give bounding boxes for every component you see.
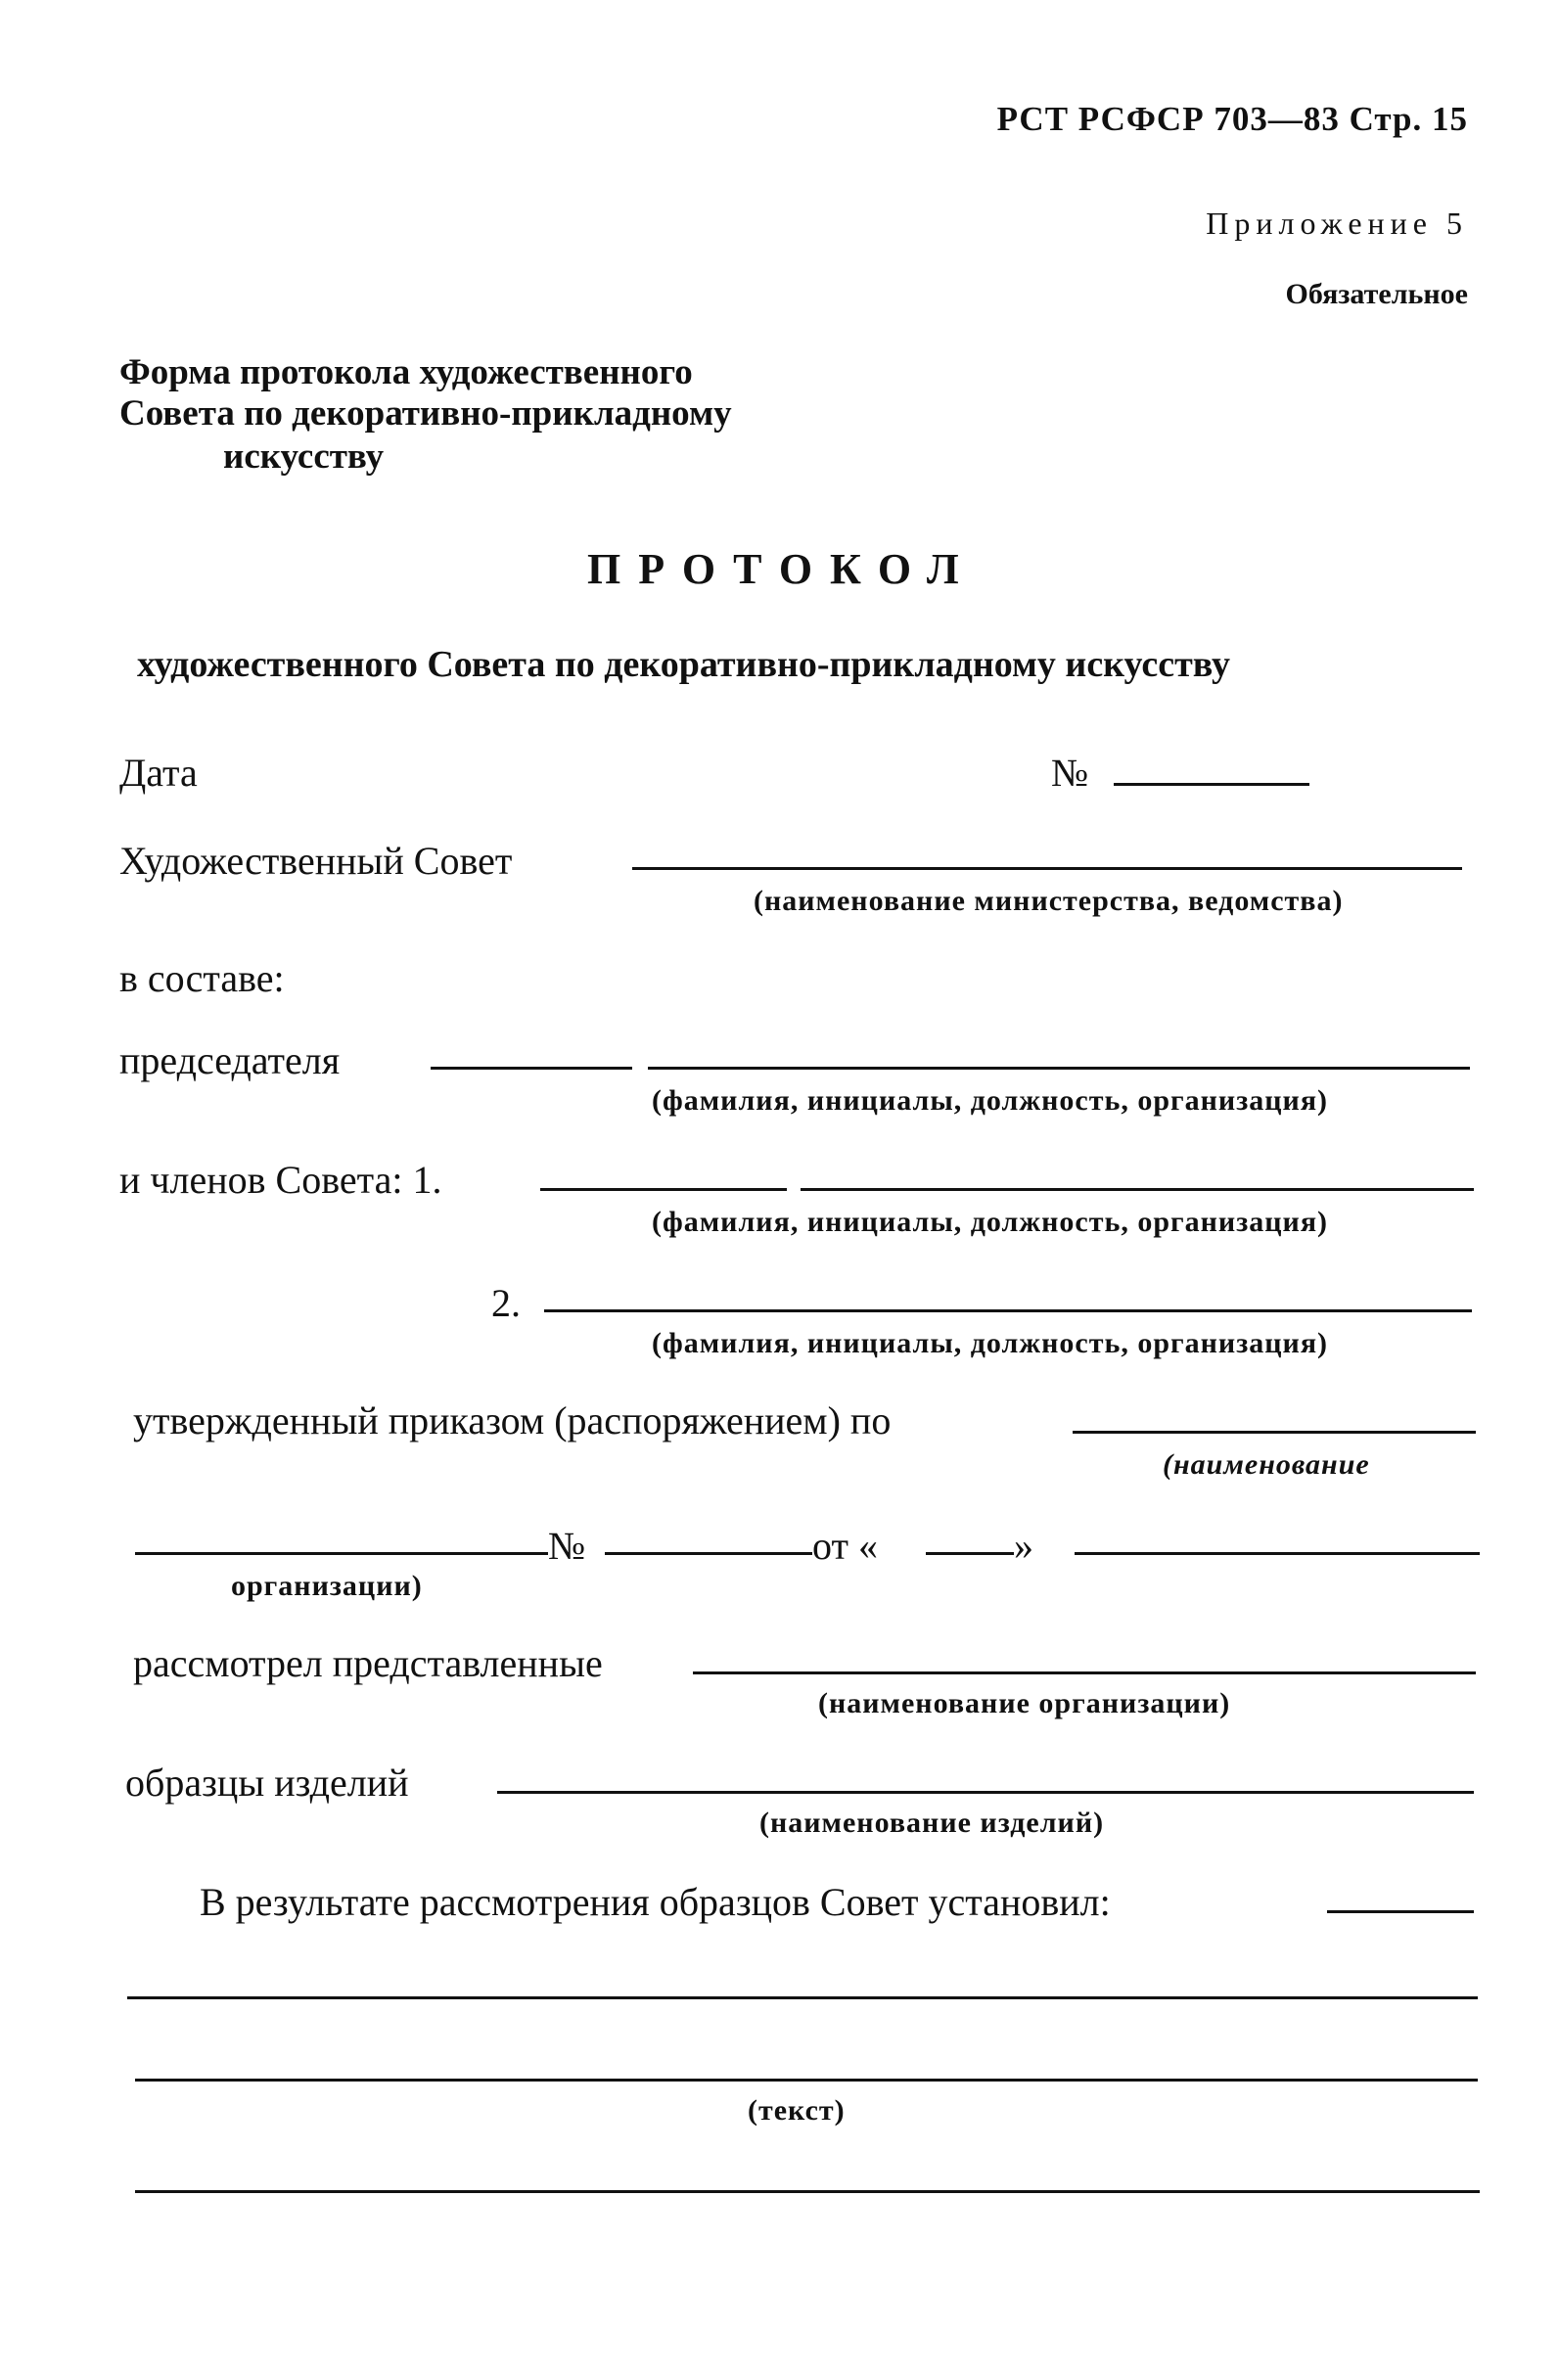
council-field-line[interactable]: [632, 867, 1462, 870]
samples-caption: (наименование изделий): [759, 1807, 1105, 1839]
reviewed-label: рассмотрел представленные: [133, 1641, 603, 1685]
form-title-line3: искусству: [223, 436, 385, 477]
approved-caption-part2: организации): [231, 1570, 423, 1602]
member2-number: 2.: [491, 1281, 521, 1325]
order-date-close: »: [1014, 1524, 1033, 1568]
date-label: Дата: [119, 751, 198, 795]
status-label: Обязательное: [1285, 278, 1468, 310]
chairman-caption: (фамилия, инициалы, должность, организация): [652, 1084, 1329, 1117]
standard-reference: РСТ РСФСР 703—83 Стр. 15: [996, 100, 1468, 138]
result-label: В результате рассмотрения образцов Совет установил:: [200, 1880, 1111, 1924]
member2-field-line[interactable]: [544, 1309, 1472, 1312]
text-caption: (текст): [748, 2094, 846, 2127]
reviewed-field-line[interactable]: [693, 1671, 1476, 1674]
result-field-line[interactable]: [1327, 1910, 1474, 1913]
approved-field-line[interactable]: [1073, 1431, 1476, 1434]
appendix-label: Приложение 5: [1206, 206, 1468, 241]
reviewed-caption: (наименование организации): [818, 1687, 1231, 1719]
approved-label: утвержденный приказом (распоряжением) по: [133, 1398, 892, 1442]
result-text-line1[interactable]: [127, 1996, 1478, 1999]
form-title-line2: Совета по декоративно-прикладному: [119, 393, 732, 434]
approved-caption-part1: (наименование: [1163, 1448, 1370, 1481]
chairman-field-line-long[interactable]: [648, 1067, 1470, 1070]
approved-name-continuation-line[interactable]: [135, 1552, 548, 1555]
order-number-field-line[interactable]: [605, 1552, 812, 1555]
members-label: и членов Совета: 1.: [119, 1158, 442, 1202]
result-text-line2[interactable]: [135, 2079, 1478, 2082]
protocol-subheading: художественного Совета по декоративно-прикладному искусству: [137, 644, 1230, 685]
council-caption: (наименование министерства, ведомства): [754, 885, 1344, 917]
samples-label: образцы изделий: [125, 1761, 409, 1805]
protocol-heading: ПРОТОКОЛ: [587, 545, 977, 593]
number-label: №: [1051, 751, 1089, 795]
number-field-line[interactable]: [1114, 783, 1309, 786]
composition-label: в составе:: [119, 956, 285, 1000]
council-label: Художественный Совет: [119, 839, 513, 883]
order-number-label: №: [548, 1524, 586, 1568]
samples-field-line[interactable]: [497, 1791, 1474, 1794]
member1-caption: (фамилия, инициалы, должность, организация): [652, 1206, 1329, 1238]
order-date-from: от «: [812, 1524, 878, 1568]
order-day-field-line[interactable]: [926, 1552, 1014, 1555]
member1-field-line-long[interactable]: [801, 1188, 1474, 1191]
form-title-line1: Форма протокола художественного: [119, 352, 693, 392]
member1-field-line-short[interactable]: [540, 1188, 787, 1191]
result-text-line3[interactable]: [135, 2190, 1480, 2193]
order-month-year-field-line[interactable]: [1075, 1552, 1480, 1555]
member2-caption: (фамилия, инициалы, должность, организация): [652, 1327, 1329, 1359]
chairman-field-line-short[interactable]: [431, 1067, 632, 1070]
chairman-label: председателя: [119, 1038, 341, 1082]
